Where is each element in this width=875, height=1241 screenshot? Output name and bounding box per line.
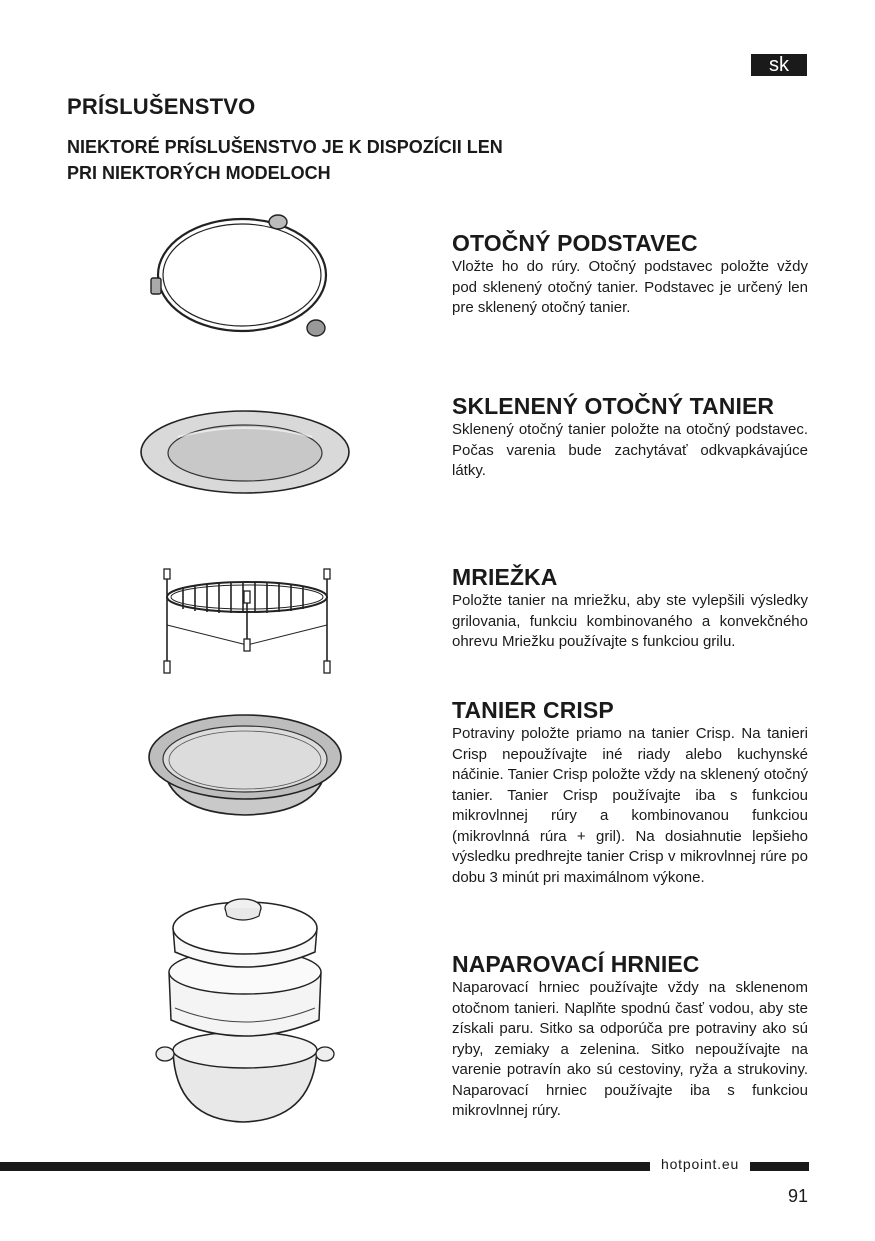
section-title: SKLENENÝ OTOČNÝ TANIER — [452, 393, 775, 419]
section-title: MRIEŽKA — [452, 564, 558, 590]
section-turntable-support — [452, 229, 808, 319]
crisp-plate-icon — [145, 705, 345, 820]
section-title: NAPAROVACÍ HRNIEC — [452, 951, 700, 977]
footer-brand: hotpoint.eu — [661, 1156, 740, 1172]
steamer-icon — [155, 890, 335, 1130]
section-text: Sklenený otočný tanier položte na otočný podstavec. Počas varenia bude zachytávať odkvapkávajúce látky. — [452, 421, 808, 479]
footer-divider — [0, 1162, 650, 1171]
subtitle-line-1: NIEKTORÉ PRÍSLUŠENSTVO JE K DISPOZÍCII LEN — [67, 137, 503, 157]
section-title: TANIER CRISP — [452, 697, 614, 723]
subtitle-line-2: PRI NIEKTORÝCH MODELOCH — [67, 163, 331, 183]
page-title: PRÍSLUŠENSTVO — [67, 94, 256, 119]
language-badge: sk — [751, 54, 807, 76]
section-title: OTOČNÝ PODSTAVEC — [452, 230, 698, 256]
page-subtitle — [67, 134, 587, 186]
section-text: Potraviny položte priamo na tanier Crisp. Na tanieri Crisp nepoužívajte iné riady alebo kuchynské náčinie. Tanier Crisp položte vždy na sklenený otočný tanier. Tanier Crisp používajte iba s funkciou mikrovlnnej rúry a kombinovanou funkciou (mikrovlnná rúra + gril). Na dosiahnutie lepšieho výsledku predhrejte tanier Crisp v mikrovlnnej rúre po dobu 3 minút pri maximálnom výkone. — [452, 725, 808, 886]
glass-turntable-icon — [138, 405, 353, 495]
wire-rack-icon — [155, 565, 340, 680]
section-text: Vložte ho do rúry. Otočný podstavec položte vždy pod sklenený otočný tanier. Podstavec je určený len pre sklenený otočný tanier. — [452, 258, 808, 316]
section-glass-turntable — [452, 392, 808, 482]
section-crisp-plate — [452, 696, 808, 888]
section-wire-rack — [452, 563, 808, 653]
section-steamer — [452, 950, 808, 1122]
section-text: Naparovací hrniec používajte vždy na sklenenom otočnom tanieri. Naplňte spodnú časť vodou, aby ste získali paru. Sitko sa odporúča pre potraviny ako sú ryby, zemiaky a zelenina. Sitko nepoužívajte na varenie potravín ako sú cestoviny, ryža a strukoviny. Naparovací hrniec používajte iba s funkciou mikrovlnnej rúry. — [452, 979, 808, 1119]
section-text: Položte tanier na mriežku, aby ste vylepšili výsledky grilovania, funkciu kombinovaného a konvekčného ohrevu Mriežku používajte s funkciou grilu. — [452, 592, 808, 650]
page-number: 91 — [787, 1186, 808, 1206]
footer-divider-right — [750, 1162, 809, 1171]
turntable-support-icon — [145, 210, 340, 340]
